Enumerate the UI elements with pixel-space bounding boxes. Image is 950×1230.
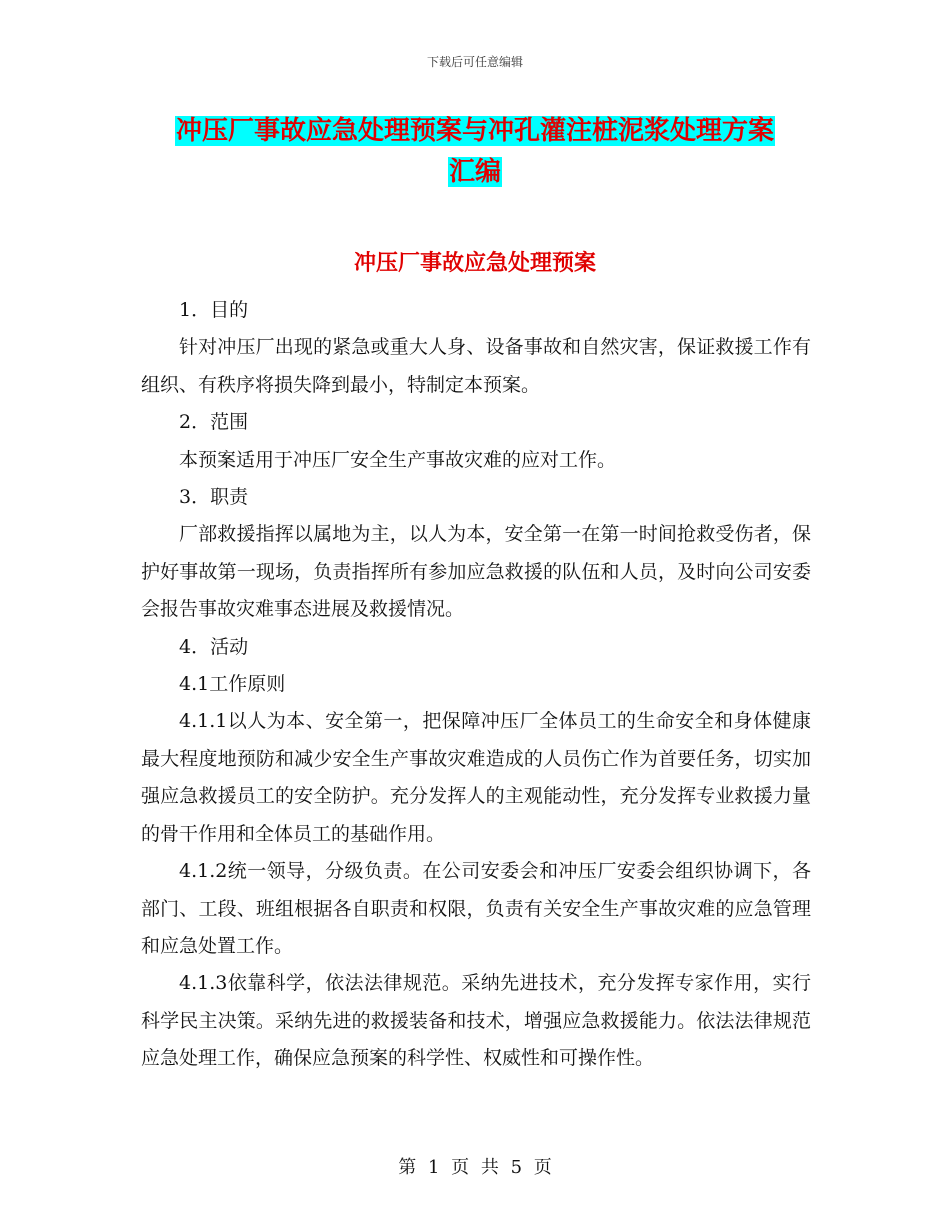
document-body [141, 292, 811, 1078]
page-header-note: 下载后可任意编辑 [426, 55, 523, 69]
heading-activity: 4．活动 [179, 635, 249, 658]
page-number-footer: 第 1 页 共 5 页 [398, 1157, 552, 1178]
document-title-line-2-text: 汇编 [448, 157, 501, 187]
heading-work-principles: 4.1工作原则 [179, 673, 286, 696]
document-title-line-1-text: 冲压厂事故应急处理预案与冲孔灌注桩泥浆处理方案 [175, 116, 774, 146]
paragraph-responsibility: 厂部救援指挥以属地为主，以人为本，安全第一在第一时间抢救受伤者，保护好事故第一现场，负责指挥所有参加应急救援的队伍和人员，及时向公司安委会报告事故灾难事态进展及救援情况。 [141, 523, 811, 621]
paragraph-principle-4-1-2: 4.1.2统一领导，分级负责。在公司安委会和冲压厂安委会组织协调下，各部门、工段、班组根据各自职责和权限，负责有关安全生产事故灾难的应急管理和应急处置工作。 [141, 860, 811, 957]
document-title-line-1 [0, 111, 950, 151]
paragraph-principle-4-1-3: 4.1.3依靠科学，依法法律规范。采纳先进技术，充分发挥专家作用，实行科学民主决策。采纳先进的救援装备和技术，增强应急救援能力。依法法律规范应急处理工作，确保应急预案的科学性、权威性和可操作性。 [141, 972, 811, 1070]
heading-purpose: 1．目的 [179, 299, 249, 321]
document-title-line-2 [0, 152, 950, 192]
section-title: 冲压厂事故应急处理预案 [353, 251, 596, 276]
paragraph-principle-4-1-1: 4.1.1以人为本、安全第一，把保障冲压厂全体员工的生命安全和身体健康最大程度地预防和减少安全生产事故灾难造成的人员伤亡作为首要任务，切实加强应急救援员工的安全防护。充分发挥人的主观能动性，充分发挥专业救援力量的骨干作用和全体员工的基础作用。 [141, 710, 811, 845]
heading-scope: 2．范围 [179, 411, 249, 434]
paragraph-purpose: 针对冲压厂出现的紧急或重大人身、设备事故和自然灾害，保证救援工作有组织、有秩序将损失降到最小，特制定本预案。 [141, 336, 811, 396]
paragraph-scope: 本预案适用于冲压厂安全生产事故灾难的应对工作。 [179, 448, 617, 471]
heading-responsibility: 3．职责 [179, 486, 249, 509]
